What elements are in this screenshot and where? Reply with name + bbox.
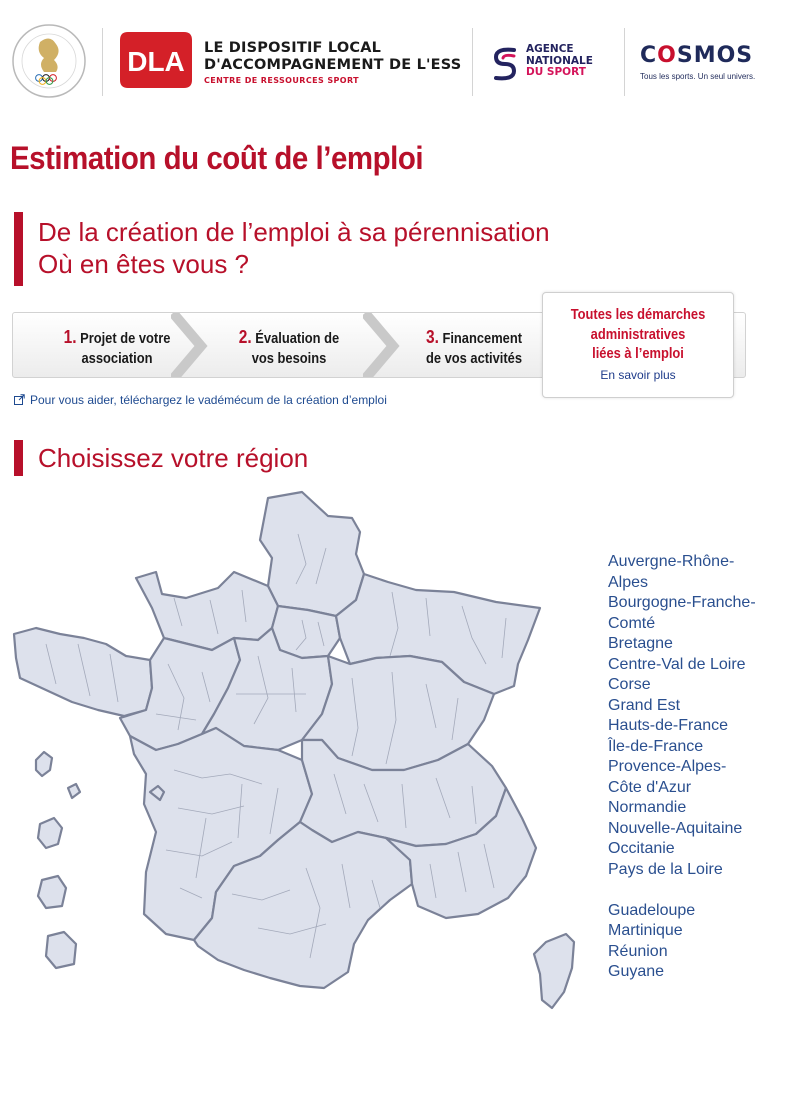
region-list-spacer bbox=[608, 880, 798, 901]
step-projet-association[interactable] bbox=[48, 327, 186, 369]
section-heading-progress bbox=[38, 216, 550, 280]
en-savoir-plus-link[interactable]: En savoir plus bbox=[600, 367, 676, 382]
dla-title-line2: D'ACCOMPAGNEMENT DE L'ESS bbox=[204, 57, 462, 73]
region-link-line: Côte d'Azur bbox=[608, 778, 692, 796]
cosmos-tagline: Tous les sports. Un seul univers. bbox=[640, 72, 756, 81]
dla-title-line1: LE DISPOSITIF LOCAL bbox=[204, 40, 382, 56]
section-accent-bar bbox=[14, 440, 23, 476]
region-link-pays-de-la-loire[interactable]: Pays de la Loire bbox=[608, 860, 723, 878]
region-link-grand-est[interactable]: Grand Est bbox=[608, 696, 681, 714]
region-link-martinique[interactable]: Martinique bbox=[608, 922, 683, 939]
section-heading-region: Choisissez votre région bbox=[38, 443, 309, 473]
map-island[interactable] bbox=[38, 876, 66, 908]
map-region-normandie[interactable] bbox=[136, 572, 278, 650]
map-region-bretagne[interactable] bbox=[14, 628, 152, 716]
region-link-paca[interactable] bbox=[608, 757, 798, 798]
ans-line2: NATIONALE bbox=[526, 54, 593, 67]
step-label-line2: vos besoins bbox=[251, 350, 327, 367]
step-number: 1. bbox=[63, 327, 77, 347]
map-region-corse[interactable] bbox=[534, 934, 574, 1008]
dla-badge-text: DLA bbox=[127, 46, 185, 77]
map-region-hauts-de-france[interactable] bbox=[260, 492, 364, 616]
page-title: Estimation du coût de l’emploi bbox=[10, 140, 424, 176]
header-divider bbox=[472, 28, 473, 96]
dla-badge bbox=[118, 30, 194, 90]
demarches-line2: administratives bbox=[590, 325, 686, 343]
step-label-line1: Évaluation de bbox=[255, 330, 340, 347]
step-financement-activites[interactable] bbox=[418, 327, 530, 369]
step-number: 2. bbox=[238, 327, 252, 347]
dla-text bbox=[204, 40, 474, 85]
demarches-title bbox=[556, 305, 719, 364]
step-label-line2: association bbox=[81, 350, 153, 367]
ans-text bbox=[526, 44, 593, 79]
section-heading-line1: De la création de l’emploi à sa pérennisation bbox=[38, 217, 550, 247]
region-link-line: Auvergne-Rhône- bbox=[608, 553, 735, 570]
region-link-centre-val-de-loire[interactable]: Centre-Val de Loire bbox=[608, 655, 746, 673]
step-label-line2: de vos activités bbox=[425, 350, 523, 367]
cnosf-logo[interactable] bbox=[10, 22, 88, 100]
region-link-reunion[interactable]: Réunion bbox=[608, 942, 668, 960]
step-label-line1: Projet de votre bbox=[80, 330, 171, 347]
ans-line3: DU SPORT bbox=[526, 66, 586, 78]
demarches-line3: liées à l’emploi bbox=[592, 345, 684, 362]
region-link-line: Alpes bbox=[608, 573, 649, 591]
region-link-line: Comté bbox=[608, 614, 656, 632]
section-heading-line2: Où en êtes vous ? bbox=[38, 249, 250, 279]
chevron-right-icon bbox=[363, 313, 403, 378]
region-link-line: Bourgogne-Franche- bbox=[608, 594, 756, 611]
region-link-guyane[interactable]: Guyane bbox=[608, 963, 665, 980]
region-link-guadeloupe[interactable]: Guadeloupe bbox=[608, 901, 696, 919]
ans-line1: AGENCE bbox=[526, 43, 574, 55]
step-evaluation-besoins[interactable] bbox=[220, 327, 358, 369]
region-link-bretagne[interactable]: Bretagne bbox=[608, 635, 673, 652]
vademecum-link-text: Pour vous aider, téléchargez le vadémécum de la création d’emploi bbox=[30, 393, 387, 407]
region-link-occitanie[interactable]: Occitanie bbox=[608, 840, 675, 857]
region-link-nouvelle-aquitaine[interactable]: Nouvelle-Aquitaine bbox=[608, 819, 743, 837]
external-link-icon bbox=[14, 394, 25, 405]
demarches-line1: Toutes les démarches bbox=[570, 306, 706, 323]
map-island[interactable] bbox=[68, 784, 80, 798]
step-label-line1: Financement bbox=[442, 330, 523, 347]
cosmos-wordmark bbox=[640, 44, 770, 68]
section-accent-bar bbox=[14, 212, 23, 286]
region-link-auvergne-rhone-alpes[interactable] bbox=[608, 552, 798, 593]
ans-logo[interactable] bbox=[490, 40, 610, 90]
dla-subtitle: CENTRE DE RESSOURCES SPORT bbox=[204, 76, 360, 85]
region-link-bourgogne-franche-comte[interactable] bbox=[608, 593, 798, 634]
region-link-hauts-de-france[interactable]: Hauts-de-France bbox=[608, 717, 729, 734]
cosmos-logo[interactable] bbox=[640, 44, 770, 81]
step-number: 3. bbox=[425, 327, 439, 347]
cosmos-c: C bbox=[640, 43, 658, 68]
region-link-normandie[interactable]: Normandie bbox=[608, 799, 687, 816]
header-divider bbox=[102, 28, 103, 96]
header-divider bbox=[624, 28, 625, 96]
map-island[interactable] bbox=[38, 818, 62, 848]
header bbox=[0, 0, 800, 110]
demarches-card[interactable] bbox=[542, 292, 734, 398]
vademecum-link[interactable] bbox=[14, 393, 387, 407]
france-regions-map bbox=[6, 488, 586, 1018]
region-list bbox=[608, 552, 798, 983]
ans-s-icon bbox=[490, 44, 520, 84]
map-island[interactable] bbox=[36, 752, 52, 776]
region-link-ile-de-france[interactable]: Île-de-France bbox=[608, 737, 704, 755]
cosmos-rest: SMOS bbox=[676, 43, 754, 68]
region-link-corse[interactable]: Corse bbox=[608, 676, 651, 693]
region-link-line: Provence-Alpes- bbox=[608, 758, 727, 775]
cosmos-o: O bbox=[657, 43, 677, 68]
map-island[interactable] bbox=[46, 932, 76, 968]
